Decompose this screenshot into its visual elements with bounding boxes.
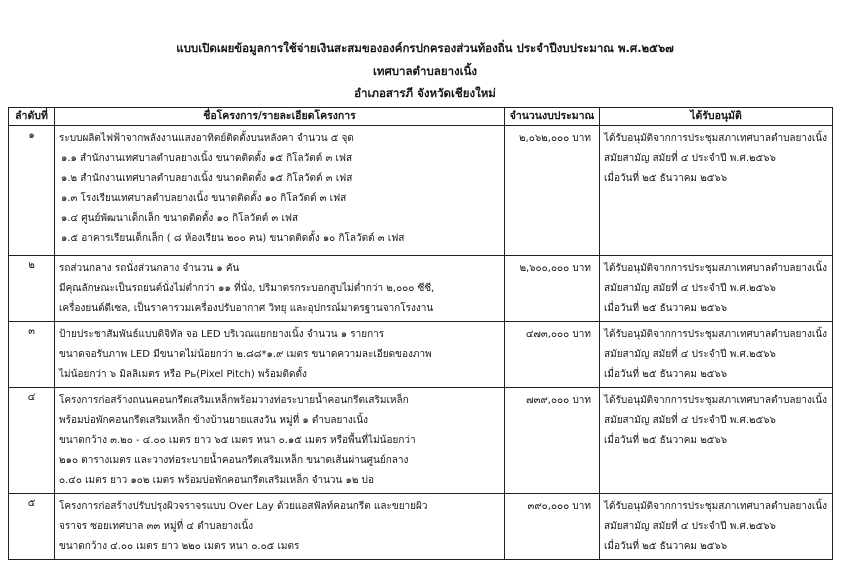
project-line: จราจร ซอยเทศบาล ๓๓ หมู่ที่ ๔ ตำบลยางเนิ้ง [59, 521, 254, 532]
project-line: ไม่น้อยกว่า ๖ มิลลิเมตร หรือ Pь(Pixel Pitch) พร้อมติดตั้ง [59, 369, 307, 380]
approval-line: เมื่อวันที่ ๒๕ ธันวาคม ๒๕๖๖ [604, 303, 728, 314]
approval-line: เมื่อวันที่ ๒๕ ธันวาคม ๒๕๖๖ [604, 369, 728, 380]
project-details [55, 388, 505, 494]
project-line: พร้อมบ่อพักคอนกรีตเสริมเหล็ก ข้างบ้านยายแสงวัน หมู่ที่ ๑ ตำบลยางเนิ้ง [59, 415, 368, 426]
row-number: ๑ [9, 126, 55, 256]
row-number: ๓ [9, 322, 55, 388]
approval-cell [600, 388, 833, 494]
budget-amount: ๗๓๙,๐๐๐ บาท [526, 395, 591, 406]
budget-cell [505, 126, 600, 256]
project-line: ๑.๑ สำนักงานเทศบาลตำบลยางเนิ้ง ขนาดติดตั้ง ๑๕ กิโลวัตต์ ๓ เฟส [61, 153, 353, 164]
budget-amount: ๔๗๓,๐๐๐ บาท [525, 329, 591, 340]
header-project-name: ชื่อโครงการ/รายละเอียดโครงการ [55, 108, 505, 126]
project-line: ๑.๒ สำนักงานเทศบาลตำบลยางเนิ้ง ขนาดติดตั้ง ๑๕ กิโลวัตต์ ๓ เฟส [61, 173, 353, 184]
project-details [55, 126, 505, 256]
table-header-row [9, 108, 833, 126]
project-line: รถส่วนกลาง รถนั่งส่วนกลาง จำนวน ๑ คัน [59, 263, 240, 274]
budget-cell [505, 322, 600, 388]
row-number: ๕ [9, 494, 55, 560]
project-details [55, 256, 505, 322]
project-details [55, 322, 505, 388]
project-line: ระบบผลิตไฟฟ้าจากพลังงานแสงอาทิตย์ติดตั้งบนหลังคา จำนวน ๕ จุด [59, 133, 354, 144]
project-line: ๑.๓ โรงเรียนเทศบาลตำบลยางเนิ้ง ขนาดติดตั้ง ๑๐ กิโลวัตต์ ๓ เฟส [61, 193, 347, 204]
budget-amount: ๒,๖๐๐,๐๐๐ บาท [519, 263, 591, 274]
approval-line: ได้รับอนุมัติจากการประชุมสภาเทศบาลตำบลยางเนิ้ง [604, 395, 828, 406]
budget-cell [505, 256, 600, 322]
approval-line: สมัยสามัญ สมัยที่ ๔ ประจำปี พ.ศ.๒๕๖๖ [604, 349, 776, 360]
approval-line: ได้รับอนุมัติจากการประชุมสภาเทศบาลตำบลยางเนิ้ง [604, 501, 828, 512]
budget-cell [505, 388, 600, 494]
project-line: ป้ายประชาสัมพันธ์แบบดิจิทัล จอ LED บริเวณแยกยางเนิ้ง จำนวน ๑ รายการ [59, 329, 385, 340]
approval-cell [600, 322, 833, 388]
row-number: ๔ [9, 388, 55, 494]
approval-line: เมื่อวันที่ ๒๕ ธันวาคม ๒๕๖๖ [604, 435, 728, 446]
approval-line: ได้รับอนุมัติจากการประชุมสภาเทศบาลตำบลยางเนิ้ง [604, 329, 828, 340]
approval-line: เมื่อวันที่ ๒๕ ธันวาคม ๒๕๖๖ [604, 541, 728, 552]
approval-line: สมัยสามัญ สมัยที่ ๔ ประจำปี พ.ศ.๒๕๖๖ [604, 283, 776, 294]
project-line: เครื่องยนต์ดีเซล, เป็นราคารวมเครื่องปรับอากาศ วิทยุ และอุปกรณ์มาตรฐานจากโรงงาน [59, 303, 434, 314]
municipality-name: เทศบาลตำบลยางเนิ้ง [372, 64, 478, 78]
project-line: โครงการก่อสร้างถนนคอนกรีตเสริมเหล็กพร้อมวางท่อระบายน้ำคอนกรีตเสริมเหล็ก [59, 395, 409, 406]
project-line: ๐.๔๐ เมตร ยาว ๑๐๒ เมตร พร้อมบ่อพักคอนกรีตเสริมเหล็ก จำนวน ๑๒ บ่อ [59, 475, 375, 486]
approval-line: ได้รับอนุมัติจากการประชุมสภาเทศบาลตำบลยางเนิ้ง [604, 133, 828, 144]
approval-cell [600, 256, 833, 322]
approval-line: สมัยสามัญ สมัยที่ ๔ ประจำปี พ.ศ.๒๕๖๖ [604, 415, 776, 426]
project-line: ๑.๕ อาคารเรียนเด็กเล็ก ( ๘ ห้องเรียน ๒๐๐ คน) ขนาดติดตั้ง ๑๐ กิโลวัตต์ ๓ เฟส [61, 233, 405, 244]
project-line: ขนาดจอรับภาพ LED มีขนาดไม่น้อยกว่า ๒.๘๘*๑.๙ เมตร ขนาดความละเอียดของภาพ [59, 349, 432, 360]
district-province: อำเภอสารภี จังหวัดเชียงใหม่ [354, 86, 496, 100]
approval-line: สมัยสามัญ สมัยที่ ๔ ประจำปี พ.ศ.๒๕๖๖ [604, 521, 776, 532]
header-approval: ได้รับอนุมัติ [600, 108, 833, 126]
budget-amount: ๓๙๐,๐๐๐ บาท [527, 501, 591, 512]
budget-table [8, 107, 833, 560]
table-row [9, 388, 833, 494]
project-line: ๒๑๐ ตารางเมตร และวางท่อระบายน้ำคอนกรีตเสริมเหล็ก ขนาดเส้นผ่านศูนย์กลาง [59, 455, 409, 466]
approval-line: เมื่อวันที่ ๒๕ ธันวาคม ๒๕๖๖ [604, 173, 728, 184]
table-row [9, 256, 833, 322]
table-row [9, 126, 833, 256]
budget-cell [505, 494, 600, 560]
project-line: ๑.๔ ศูนย์พัฒนาเด็กเล็ก ขนาดติดตั้ง ๑๐ กิโลวัตต์ ๓ เฟส [61, 213, 299, 224]
project-line: โครงการก่อสร้างปรับปรุงผิวจราจรแบบ Over Lay ด้วยแอสฟัลท์คอนกรีต และขยายผิว [59, 501, 428, 512]
project-line: ขนาดกว้าง ๓.๒๐ - ๔.๐๐ เมตร ยาว ๖๕ เมตร หนา ๐.๑๕ เมตร หรือพื้นที่ไม่น้อยกว่า [59, 435, 416, 446]
header-budget: จำนวนงบประมาณ [505, 108, 600, 126]
table-row [9, 494, 833, 560]
approval-line: สมัยสามัญ สมัยที่ ๔ ประจำปี พ.ศ.๒๕๖๖ [604, 153, 776, 164]
table-row [9, 322, 833, 388]
document-title: แบบเปิดเผยข้อมูลการใช้จ่ายเงินสะสมขององค์กรปกครองส่วนท้องถิ่น ประจำปีงบประมาณ พ.ศ.๒๕๖๗ [176, 41, 674, 55]
header-no: ลำดับที่ [9, 108, 55, 126]
budget-amount: ๒,๐๖๒,๐๐๐ บาท [518, 133, 591, 144]
project-details [55, 494, 505, 560]
project-line: ขนาดกว้าง ๔.๐๐ เมตร ยาว ๒๒๐ เมตร หนา ๐.๐๕ เมตร [59, 541, 300, 552]
approval-cell [600, 126, 833, 256]
project-line: มีคุณลักษณะเป็นรถยนต์นั่งไม่ต่ำกว่า ๑๑ ที่นั่ง, ปริมาตรกระบอกสูบไม่ต่ำกว่า ๒,๐๐๐ ซีซี, [59, 283, 435, 294]
approval-line: ได้รับอนุมัติจากการประชุมสภาเทศบาลตำบลยางเนิ้ง [604, 263, 828, 274]
approval-cell [600, 494, 833, 560]
row-number: ๒ [9, 256, 55, 322]
